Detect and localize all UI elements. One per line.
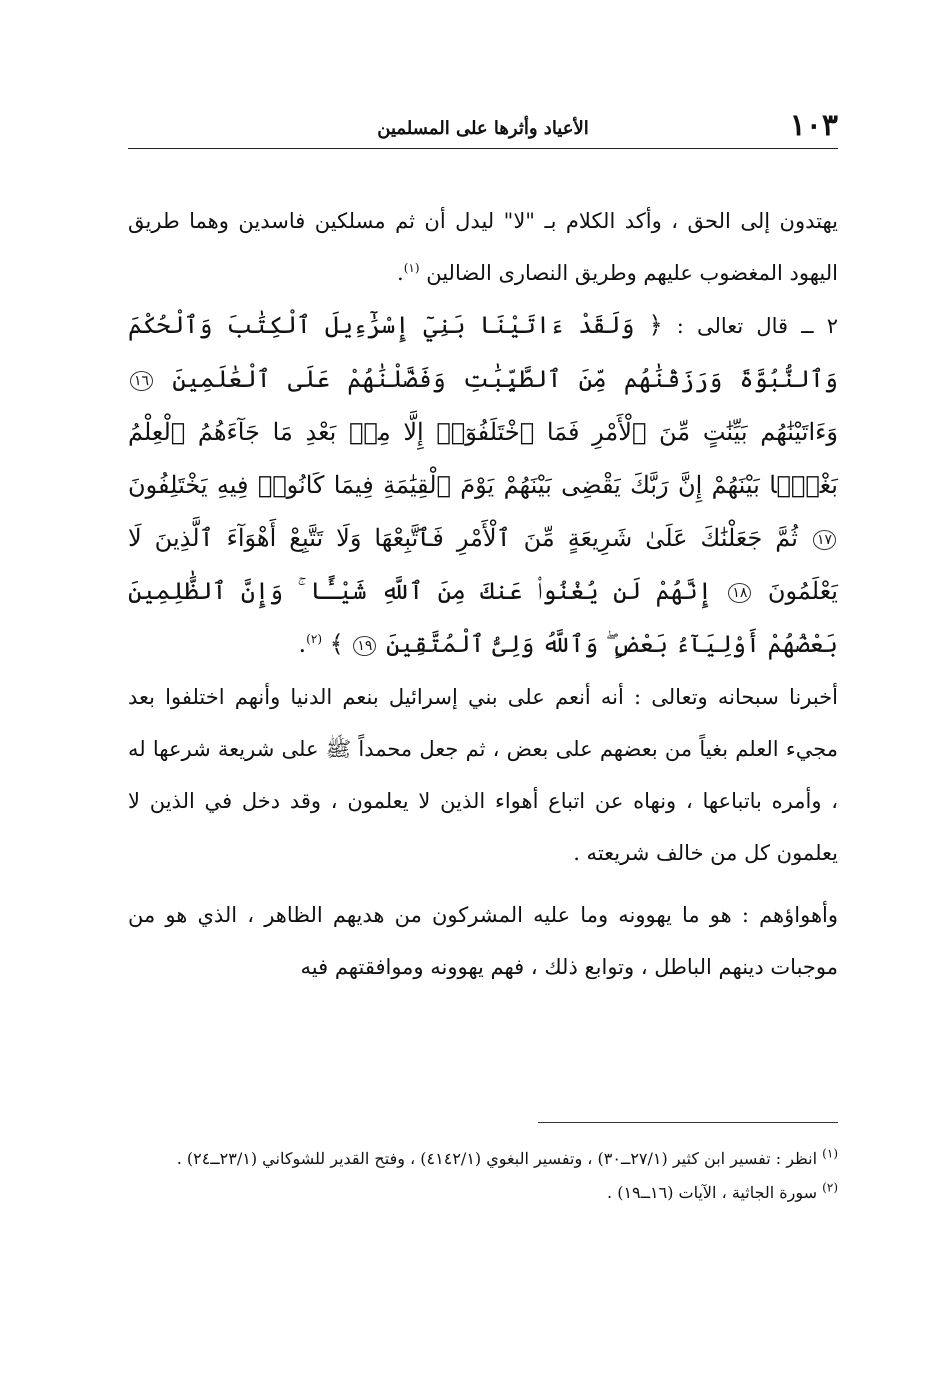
quran-verse-16: وَلَقَدْ ءَاتَيْنَا بَنِيٓ إِسْرَٰٓءِيلَ ٱلْكِتَٰبَ وَٱلْحُكْمَ وَٱلنُّبُوَّةَ وَرَزَقْنَٰهُم مِّنَ ٱلطَّيِّبَٰتِ وَفَضَّلْنَٰهُمْ عَلَى ٱلْعَٰلَمِينَ (128, 311, 838, 393)
ayah-marker-16: ١٦ (130, 371, 153, 391)
quran-verse-19: إِنَّهُمْ لَن يُغْنُوا۟ عَنكَ مِنَ ٱللَّهِ شَيْـًٔا ۚ وَإِنَّ ٱلظَّٰلِمِينَ بَعْضُهُمْ أَوْلِيَآءُ بَعْضٍ ۖ وَٱللَّهُ وَلِىُّ ٱلْمُتَّقِينَ (128, 577, 838, 658)
running-title: الأعياد وأثرها على المسلمين (377, 118, 589, 139)
footnote-1-marker: (١) (822, 1146, 838, 1161)
quran-end: . (298, 630, 307, 658)
footnote-2 (128, 1176, 838, 1210)
ayah-marker-17: ١٧ (813, 530, 836, 550)
footnote-1-text: انظر : تفسير ابن كثير (٢٧/١ــ٣٠) ، وتفسير البغوي (٤١٤٢/١) ، وفتح القدير للشوكاني (٢٣/١ــ٢٤) . (176, 1149, 818, 1168)
footnote-ref-2: (٢) (306, 632, 322, 646)
quran-verse-17: وَءَاتَيْنَٰهُم بَيِّنَٰتٍ مِّنَ ٱلْأَمْرِ فَمَا ٱخْتَلَفُوٓا۟ إِلَّا مِنۢ بَعْدِ مَا جَآءَهُمُ ٱلْعِلْمُ بَغْيًۢا بَيْنَهُمْ إِنَّ رَبَّكَ يَقْضِى بَيْنَهُمْ يَوْمَ ٱلْقِيَٰمَةِ فِيمَا كَانُوا۟ فِيهِ يَخْتَلِفُونَ (128, 418, 838, 499)
main-text (128, 195, 838, 993)
quran-verse-18: ثُمَّ جَعَلْنَٰكَ عَلَىٰ شَرِيعَةٍ مِّنَ ٱلْأَمْرِ فَٱتَّبِعْهَا وَلَا تَتَّبِعْ أَهْوَآءَ ٱلَّذِينَ لَا يَعْلَمُونَ (128, 524, 838, 605)
paragraph-1-text: يهتدون إلى الحق ، وأكد الكلام بـ "لا" ليدل أن ثم مسلكين فاسدين وهما طريق اليهود المغضوب عليهم وطريق النصارى الضالين (128, 209, 838, 285)
quran-close-bracket: ﴾ (329, 630, 344, 658)
page-number: ١٠٣ (789, 108, 838, 143)
quran-lead: ٢ ــ قال تعالى : (676, 314, 838, 338)
footnote-ref-1: (١) (403, 261, 420, 275)
footnote-2-text: سورة الجاثية ، الآيات (١٦ــ١٩) . (607, 1183, 818, 1202)
ayah-marker-19: ١٩ (353, 636, 376, 656)
paragraph-1-end: . (397, 261, 404, 285)
page-header (128, 108, 838, 149)
footnotes (128, 1142, 838, 1210)
footnote-1 (128, 1142, 838, 1176)
footnote-divider (538, 1122, 838, 1123)
quran-open-bracket: ﴿ (648, 311, 663, 339)
footnote-2-marker: (٢) (822, 1180, 838, 1195)
quran-passage (128, 299, 838, 671)
paragraph-1 (128, 195, 838, 299)
paragraph-3: وأهواؤهم : هو ما يهوونه وما عليه المشركون من هديهم الظاهر ، الذي هو من موجبات دينهم الباطل ، وتوابع ذلك ، فهم يهوونه وموافقتهم فيه (128, 903, 838, 979)
ayah-marker-18: ١٨ (728, 583, 751, 603)
paragraph-2: أخبرنا سبحانه وتعالى : أنه أنعم على بني إسرائيل بنعم الدنيا وأنهم اختلفوا بعد مجيء العلم بغياً من بعضهم على بعض ، ثم جعل محمداً ﷺ على شريعة شرعها له ، وأمره باتباعها ، ونهاه عن اتباع أهواء الذين لا يعلمون ، وقد دخل في الذين لا يعلمون كل من خالف شريعته . (128, 685, 838, 865)
